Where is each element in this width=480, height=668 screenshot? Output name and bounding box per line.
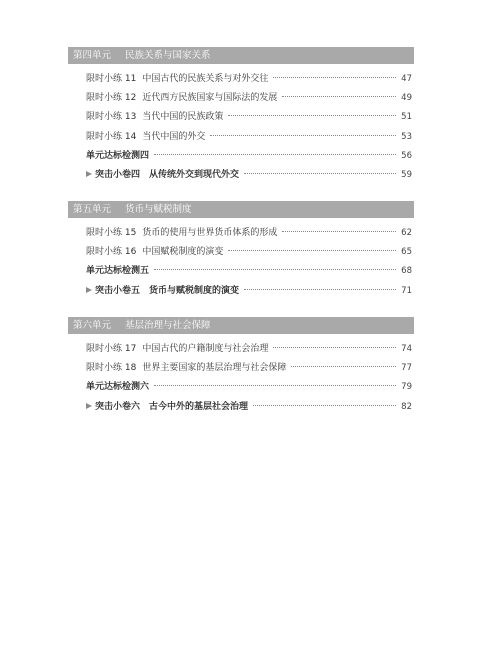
toc-prefix: 单元达标检测四 xyxy=(86,150,150,161)
toc-title: 中国古代的民族关系与对外交往 xyxy=(142,74,269,84)
unit-label: 第四单元 xyxy=(73,50,112,61)
section-header xyxy=(68,201,414,218)
toc-title: 世界主要国家的基层治理与社会保障 xyxy=(142,363,287,374)
toc-title: 当代中国的民族政策 xyxy=(142,112,224,123)
toc-row[interactable] xyxy=(68,128,414,147)
dot-leader xyxy=(273,347,396,348)
dot-leader xyxy=(253,405,396,406)
page-number: 79 xyxy=(401,382,412,393)
unit-title: 民族关系与国家关系 xyxy=(125,50,211,61)
toc-prefix: 限时小练 11 xyxy=(86,74,137,84)
unit-title: 基层治理与社会保障 xyxy=(125,320,211,331)
toc-title: 当代中国的外交 xyxy=(142,131,206,142)
toc-row[interactable] xyxy=(68,243,414,262)
toc-section-unit-5 xyxy=(68,201,414,301)
toc-row[interactable] xyxy=(68,70,414,89)
toc-prefix: 限时小练 15 xyxy=(86,228,137,238)
page-number: 65 xyxy=(401,247,412,258)
triangle-marker-icon xyxy=(86,403,92,409)
unit-label: 第五单元 xyxy=(73,204,112,215)
page-number: 74 xyxy=(401,344,412,354)
toc-row-unit-test[interactable] xyxy=(68,147,414,166)
toc-prefix: 限时小练 17 xyxy=(86,344,137,354)
toc-section-unit-4 xyxy=(68,47,414,185)
section-header xyxy=(68,47,414,64)
toc-row[interactable] xyxy=(68,224,414,243)
toc-title: 中国赋税制度的演变 xyxy=(142,247,224,258)
triangle-marker-icon xyxy=(86,287,92,293)
dot-leader xyxy=(282,96,396,97)
dot-leader xyxy=(228,115,396,116)
toc-row[interactable] xyxy=(68,108,414,127)
toc-row-unit-test[interactable] xyxy=(68,378,414,397)
toc-prefix: 突击小卷四 xyxy=(95,169,141,180)
dot-leader xyxy=(273,77,396,78)
page-number: 51 xyxy=(401,112,412,123)
page-number: 59 xyxy=(401,169,412,180)
dot-leader xyxy=(210,135,396,136)
toc-prefix: 限时小练 18 xyxy=(86,363,137,374)
dot-leader xyxy=(154,154,396,155)
toc-prefix: 限时小练 13 xyxy=(86,112,137,123)
dot-leader xyxy=(282,231,396,232)
dot-leader xyxy=(291,366,396,367)
page-number: 53 xyxy=(401,131,412,142)
dot-leader xyxy=(154,269,396,270)
toc-prefix: 单元达标检测六 xyxy=(86,382,150,393)
page-number: 47 xyxy=(401,74,412,84)
toc-title: 近代西方民族国家与国际法的发展 xyxy=(142,93,278,104)
dot-leader xyxy=(154,385,396,386)
page-number: 62 xyxy=(401,228,412,238)
dot-leader xyxy=(244,289,396,290)
toc-row-quiz[interactable] xyxy=(68,398,414,417)
toc-row[interactable] xyxy=(68,359,414,378)
toc-title: 古今中外的基层社会治理 xyxy=(149,401,249,412)
toc-prefix: 单元达标检测五 xyxy=(86,266,150,277)
toc-prefix: 限时小练 16 xyxy=(86,247,137,258)
unit-label: 第六单元 xyxy=(73,320,112,331)
triangle-marker-icon xyxy=(86,171,92,177)
toc-title: 货币与赋税制度的演变 xyxy=(149,285,240,296)
toc-title: 中国古代的户籍制度与社会治理 xyxy=(142,344,269,354)
toc-row-quiz[interactable] xyxy=(68,282,414,301)
unit-title: 货币与赋税制度 xyxy=(125,204,192,215)
section-header xyxy=(68,317,414,334)
toc-row[interactable] xyxy=(68,340,414,359)
page-number: 71 xyxy=(401,285,412,296)
toc-row-quiz[interactable] xyxy=(68,166,414,185)
toc-prefix: 突击小卷五 xyxy=(95,285,141,296)
toc-title: 货币的使用与世界货币体系的形成 xyxy=(142,228,278,238)
page-number: 68 xyxy=(401,266,412,277)
toc-title: 从传统外交到现代外交 xyxy=(149,169,240,180)
page-number: 56 xyxy=(401,150,412,161)
dot-leader xyxy=(228,250,396,251)
page-number: 49 xyxy=(401,93,412,104)
toc-section-unit-6 xyxy=(68,317,414,417)
toc-prefix: 限时小练 12 xyxy=(86,93,137,104)
toc-prefix: 限时小练 14 xyxy=(86,131,137,142)
page-number: 82 xyxy=(401,401,412,412)
toc-row-unit-test[interactable] xyxy=(68,262,414,281)
toc-prefix: 突击小卷六 xyxy=(95,401,141,412)
dot-leader xyxy=(244,173,396,174)
page-number: 77 xyxy=(401,363,412,374)
toc-row[interactable] xyxy=(68,89,414,108)
